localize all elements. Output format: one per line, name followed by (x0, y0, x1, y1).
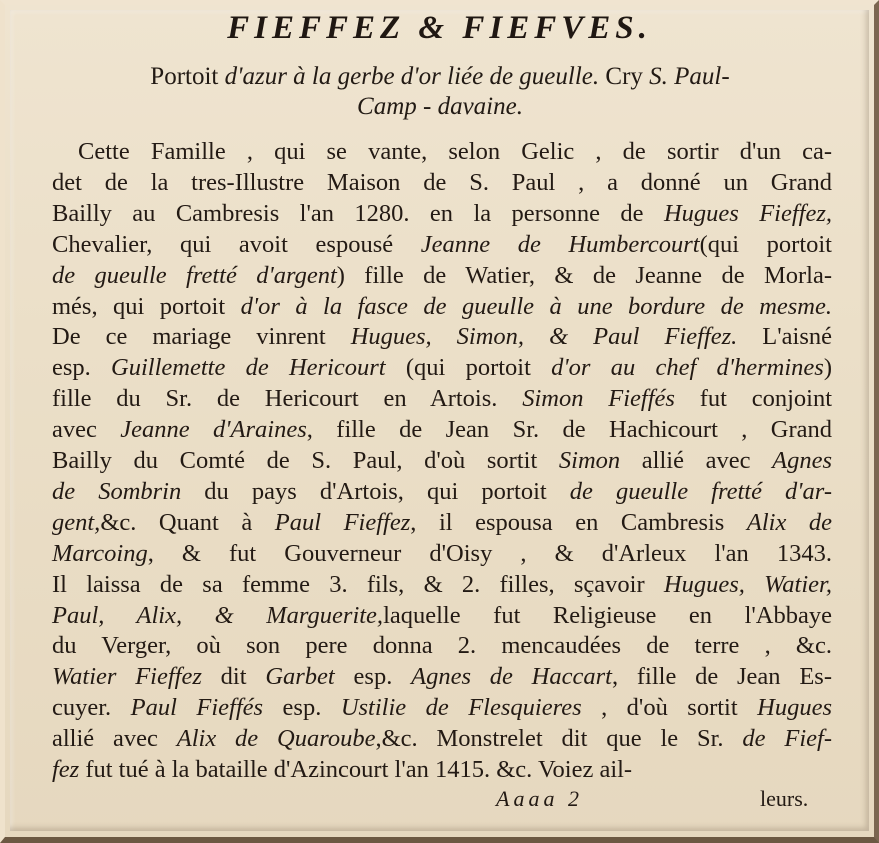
text-segment: Il laissa de sa femme 3. fils, & 2. filles, sçavoir (52, 570, 664, 598)
italic-segment: de gueulle fretté d'ar- (569, 477, 832, 505)
text-segment: Chevalier, qui avoit espousé (52, 230, 421, 258)
text-segment: , & fut Gouverneur d'Oisy , & d'Arleux l'an 1343. (147, 539, 832, 567)
arms-description (60, 62, 820, 122)
text-segment: dit (201, 663, 266, 691)
text-line (52, 231, 832, 259)
italic-segment: Alix de (746, 508, 832, 536)
italic-segment: Paul, Alix, & Marguerite, (52, 601, 384, 629)
italic-segment: Hugues (757, 694, 832, 722)
signature-mark: Aaaa 2 (496, 786, 583, 811)
text-segment: ,&c. Monstrelet dit que le Sr. (375, 725, 743, 753)
italic-segment: Hugues, Simon, & Paul Fieffez. (350, 323, 738, 351)
text-line (52, 540, 832, 568)
text-segment: allié avec (52, 725, 177, 753)
text-segment: , fille de Jean Sr. de Hachicourt , Grand (306, 416, 833, 444)
text-line (52, 416, 832, 444)
text-line (52, 694, 832, 722)
text-line (78, 138, 832, 166)
italic-segment: Hugues, Watier, (663, 570, 832, 598)
arms-line-1 (60, 62, 820, 92)
italic-segment: Hugues Fieffez, (663, 199, 832, 227)
italic-segment: Simon Fieffés (522, 385, 675, 413)
italic-segment: Watier Fieffez (52, 663, 202, 691)
italic-segment: d'or à la fasce de gueulle à une bordure de mesme. (240, 292, 833, 320)
italic-segment: Garbet (265, 663, 335, 691)
text-segment: , fille de Jean Es- (611, 663, 832, 691)
italic-segment: fez (52, 756, 80, 783)
text-line (52, 756, 832, 784)
cry-text: S. Paul- (649, 63, 730, 90)
italic-segment: Ustilie de Flesquieres (340, 694, 582, 722)
text-segment: du pays d'Artois, qui portoit (181, 477, 570, 505)
text-segment: De ce mariage vinrent (52, 323, 351, 351)
italic-segment: de Fief- (742, 725, 832, 753)
text-segment: , d'où sortit (581, 694, 758, 722)
italic-segment: Paul Fieffez (274, 508, 411, 536)
text-line (52, 169, 832, 197)
italic-segment: d'or au chef d'hermines (551, 354, 824, 382)
text-segment: fut conjoint (674, 385, 833, 413)
italic-segment: Jeanne de Humbercourt (420, 230, 700, 258)
italic-segment: Alix de Quaroube (176, 725, 376, 753)
text-line (52, 478, 832, 506)
text-segment: &c. Quant à (100, 508, 275, 536)
text-line (52, 200, 832, 228)
arms-intro: Portoit (150, 63, 225, 90)
text-segment: esp. (334, 663, 412, 691)
text-line (52, 447, 832, 475)
text-line (52, 385, 832, 413)
text-segment: ) fille de Watier, & de Jeanne de Morla- (336, 261, 832, 289)
text-line (52, 571, 832, 599)
text-segment: fut tué à la bataille d'Azincourt l'an 1415. &c. Voiez ail- (79, 756, 633, 783)
text-segment: Bailly au Cambresis l'an 1280. en la personne de (52, 199, 664, 227)
italic-segment: Simon (558, 447, 621, 474)
italic-segment: gent, (52, 508, 101, 536)
text-segment: més, qui portoit (52, 292, 241, 320)
text-line (52, 663, 832, 691)
italic-segment: Jeanne d'Araines (120, 416, 307, 444)
text-line (52, 262, 832, 290)
text-segment: L'aisné (737, 323, 832, 351)
text-line (52, 602, 832, 630)
text-segment: (qui portoit (385, 354, 552, 382)
text-line (52, 323, 832, 351)
text-segment: allié avec (620, 447, 773, 474)
text-line (52, 509, 832, 537)
text-segment: fille du Sr. de Hericourt en Artois. (52, 385, 523, 413)
text-line (52, 354, 832, 382)
text-segment: Cette Famille , qui se vante, selon Gelic , de sortir d'un ca- (78, 138, 832, 165)
text-segment: Bailly du Comté de S. Paul, d'où sortit (52, 447, 559, 474)
italic-segment: de gueulle fretté d'argent (52, 261, 337, 289)
text-segment: ) (823, 354, 832, 382)
italic-segment: Marcoing (52, 539, 148, 567)
italic-segment: Agnes (772, 447, 832, 474)
italic-segment: Guillemette de Hericourt (111, 354, 386, 382)
arms-line-2: Camp - davaine. (357, 93, 523, 120)
arms-blazon: d'azur à la gerbe d'or liée de gueulle. (224, 63, 600, 90)
cry-label: Cry (599, 63, 650, 90)
text-segment: laquelle fut Religieuse en l'Abbaye (383, 601, 832, 629)
text-line (52, 725, 832, 753)
italic-segment: Agnes de Haccart (411, 663, 612, 691)
italic-segment: de Sombrin (52, 477, 182, 505)
text-segment: , il espousa en Cambresis (410, 508, 747, 536)
text-segment: du Verger, où son pere donna 2. mencaudées de terre , &c. (52, 632, 832, 660)
text-segment: esp. (52, 354, 112, 382)
text-segment: avec (52, 416, 121, 444)
italic-segment: Paul Fieffés (130, 694, 264, 722)
text-segment: det de la tres-Illustre Maison de S. Paul , a donné un Grand (52, 168, 832, 196)
catchword: leurs. (760, 786, 809, 811)
text-segment: (qui portoit (699, 230, 832, 258)
text-line (52, 632, 832, 660)
text-line (52, 293, 832, 321)
text-segment: cuyer. (52, 694, 131, 722)
page-heading: FIEFFEZ & FIEFVES. (227, 10, 652, 46)
text-segment: esp. (263, 694, 341, 722)
